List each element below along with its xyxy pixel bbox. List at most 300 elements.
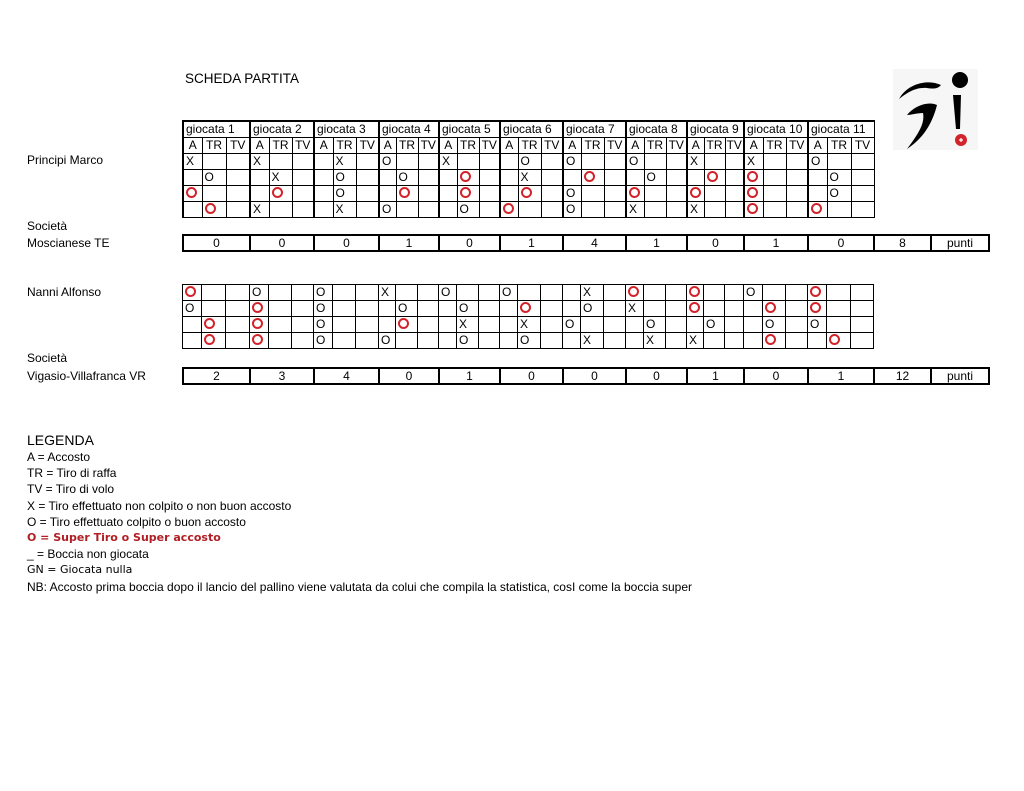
shot-cell [851,285,874,301]
super-shot-mark [186,187,197,198]
shot-cell [644,301,666,317]
shot-cell: X [183,154,202,170]
shot-cell: O [396,170,418,186]
shot-cell [763,170,786,186]
shot-cell [851,301,874,317]
shot-cell [786,186,808,202]
shot-cell [418,186,439,202]
shot-type-header: TR [269,138,292,154]
shot-cell [763,202,786,218]
shot-cell: O [563,317,581,333]
shot-cell [851,154,874,170]
super-shot-mark [204,318,215,329]
shot-cell [626,317,644,333]
player-name: Nanni Alfonso [27,285,102,299]
shot-cell [604,202,626,218]
giocata-score: 1 [626,235,687,251]
legend-item: A = Accosto [27,450,91,464]
shot-cell [744,301,763,317]
giocata-score: 0 [563,368,626,384]
shot-type-header: TR [763,138,786,154]
super-shot-mark [811,203,822,214]
shot-cell [725,333,744,349]
shot-type-header: A [808,138,827,154]
giocata-score: 0 [379,368,439,384]
player-name: Principi Marco [27,153,104,167]
shot-cell [744,170,763,186]
shot-cell: O [396,301,418,317]
shot-cell [744,333,763,349]
super-shot-mark [629,187,640,198]
shot-type-header: A [687,138,704,154]
shot-cell [356,333,379,349]
legend-title: LEGENDA [27,432,94,448]
shot-cell [479,333,500,349]
super-shot-mark [747,203,758,214]
shot-cell [786,285,808,301]
shot-cell [269,301,292,317]
shot-cell [704,154,725,170]
shot-cell [356,170,379,186]
shot-cell [226,333,250,349]
shot-cell [269,333,292,349]
giocata-score: 1 [808,368,874,384]
shot-cell [744,202,763,218]
shot-cell [827,333,851,349]
giocata-score: 1 [744,235,808,251]
super-shot-mark [460,171,471,182]
super-shot-mark [810,302,821,313]
shot-row [183,202,874,218]
shot-cell [457,154,479,170]
shot-type-header: TV [851,138,874,154]
shot-cell: X [457,317,479,333]
shot-cell [786,170,808,186]
shot-cell [418,317,439,333]
shot-cell [479,154,500,170]
shot-cell [292,333,314,349]
shot-cell: X [269,170,292,186]
giocata-score: 4 [563,235,626,251]
shot-cell [439,333,457,349]
shot-cell: X [250,154,269,170]
shot-cell [500,154,518,170]
super-shot-mark [689,302,700,313]
shot-cell [666,186,687,202]
shot-cell [356,186,379,202]
shot-cell [396,186,418,202]
giocata-header: giocata 8 [626,121,687,138]
shot-cell [439,317,457,333]
shot-cell [439,170,457,186]
shot-cell [541,186,563,202]
shot-cell [704,202,725,218]
giocata-header: giocata 5 [439,121,500,138]
shot-cell [851,186,874,202]
shot-cell [644,186,666,202]
shot-cell [314,202,333,218]
shot-cell [604,186,626,202]
shot-cell [518,301,541,317]
shot-cell [479,285,500,301]
society-label: Società [27,219,68,233]
shot-cell [626,170,644,186]
logo [893,69,978,150]
shot-cell [314,186,333,202]
shot-cell [563,301,581,317]
shot-cell: X [379,285,396,301]
shot-cell [479,202,500,218]
shot-cell [786,333,808,349]
shot-cell [396,333,418,349]
shot-cell [626,333,644,349]
shot-cell [725,285,744,301]
society-label: Società [27,351,68,365]
shot-cell: O [704,317,725,333]
shot-type-header: TR [396,138,418,154]
shot-cell: X [518,170,541,186]
shot-cell [851,333,874,349]
shot-cell [418,170,439,186]
shot-cell [226,301,250,317]
shot-cell [500,186,518,202]
shot-cell [226,186,250,202]
shot-cell: O [457,202,479,218]
shot-cell [786,317,808,333]
shot-cell [827,301,851,317]
shot-cell: X [518,317,541,333]
shot-cell [808,333,827,349]
shot-cell: X [439,154,457,170]
shot-type-header: A [183,138,202,154]
total-score: 8 [874,235,931,251]
shot-cell: O [202,170,226,186]
shot-cell: O [314,317,333,333]
super-shot-mark [810,286,821,297]
shot-cell [725,202,744,218]
giocata-header: giocata 9 [687,121,744,138]
shot-cell: X [687,202,704,218]
shot-type-header: A [626,138,644,154]
shot-cell [457,170,479,186]
shot-cell [183,317,202,333]
shot-cell [356,202,379,218]
shot-cell [292,186,314,202]
shot-cell [396,285,418,301]
shot-cell [604,301,626,317]
giocata-score: 0 [500,368,563,384]
giocata-header: giocata 6 [500,121,563,138]
shot-cell: X [626,301,644,317]
shot-cell [563,285,581,301]
shot-cell [356,154,379,170]
shot-type-header: TV [479,138,500,154]
shot-cell: O [518,154,541,170]
shot-cell [396,317,418,333]
giocata-score: 1 [379,235,439,251]
shot-cell [333,301,356,317]
shot-cell [704,301,725,317]
shot-cell [763,154,786,170]
shot-cell [479,186,500,202]
shot-cell [763,333,786,349]
shot-cell [500,317,518,333]
giocata-header: giocata 2 [250,121,314,138]
shot-cell [292,317,314,333]
super-shot-mark [521,187,532,198]
shot-cell [581,317,604,333]
giocata-score: 0 [808,235,874,251]
shot-cell [202,285,226,301]
shot-cell [479,301,500,317]
shot-cell [704,186,725,202]
shot-cell [457,186,479,202]
shot-cell: O [626,154,644,170]
shot-cell: X [333,154,356,170]
shot-type-header: TV [666,138,687,154]
shot-cell [581,170,604,186]
shot-cell: O [333,170,356,186]
page-title: SCHEDA PARTITA [185,71,300,86]
shot-cell: O [183,301,202,317]
shot-cell [581,154,604,170]
shot-cell [808,301,827,317]
shot-cell [292,154,314,170]
shot-cell [250,186,269,202]
shot-cell: O [457,333,479,349]
shot-cell [333,333,356,349]
shot-cell [356,301,379,317]
points-label: punti [931,368,989,384]
giocata-score: 4 [314,368,379,384]
shot-cell [827,285,851,301]
legend-item: TV = Tiro di volo [27,482,115,497]
giocata-header: giocata 10 [744,121,808,138]
shot-cell: X [626,202,644,218]
giocata-score: 1 [687,368,744,384]
shot-type-header: TR [581,138,604,154]
shot-cell [786,154,808,170]
shot-cell [250,333,269,349]
shot-cell [269,202,292,218]
shot-type-header: A [563,138,581,154]
shot-cell [479,317,500,333]
shot-cell [379,170,396,186]
super-shot-mark [272,187,283,198]
shot-cell [786,202,808,218]
giocata-header: giocata 1 [183,121,250,138]
shot-cell: O [439,285,457,301]
shot-cell [500,202,518,218]
shot-cell [851,317,874,333]
shot-cell [704,170,725,186]
shot-cell [226,170,250,186]
shot-cell: O [379,333,396,349]
shot-cell [666,154,687,170]
shot-row [183,170,874,186]
shot-cell [687,301,704,317]
shot-cell [226,317,250,333]
shot-cell [604,170,626,186]
super-shot-mark [747,171,758,182]
shot-cell [644,154,666,170]
shot-type-header: TV [541,138,563,154]
shot-cell [356,317,379,333]
shot-cell [292,202,314,218]
shot-cell: O [250,285,269,301]
total-score: 12 [874,368,931,384]
giocata-score: 1 [439,368,500,384]
giocata-score: 0 [183,235,250,251]
shot-cell [439,186,457,202]
shot-cell [518,285,541,301]
shot-cell [269,154,292,170]
shot-cell [500,170,518,186]
shot-cell [541,285,563,301]
shot-cell [725,301,744,317]
shot-cell [250,170,269,186]
shot-cell: X [744,154,763,170]
shot-cell [292,285,314,301]
shot-cell [439,202,457,218]
shot-cell [763,301,786,317]
shot-cell [202,154,226,170]
super-shot-mark [765,334,776,345]
shot-type-header: TV [292,138,314,154]
legend-null-play: GN = Giocata nulla [27,563,133,577]
shot-cell [500,301,518,317]
giocata-score: 0 [744,368,808,384]
legend-item: TR = Tiro di raffa [27,466,117,481]
shot-cell [202,186,226,202]
shot-type-header: TR [704,138,725,154]
shot-cell [827,202,851,218]
shot-row [183,154,874,170]
shot-cell [356,285,379,301]
shot-cell: O [500,285,518,301]
super-shot-mark [399,187,410,198]
shot-cell: O [314,301,333,317]
shot-cell [202,301,226,317]
shot-type-header: TV [725,138,744,154]
giocata-score: 1 [500,235,563,251]
giocata-header: giocata 4 [379,121,439,138]
shot-cell [687,317,704,333]
shot-cell [183,170,202,186]
super-shot-mark [252,318,263,329]
shot-cell [808,170,827,186]
society-name: Moscianese TE [27,236,110,250]
shot-cell [314,170,333,186]
shot-type-header: TR [518,138,541,154]
player-grid [182,120,875,218]
shot-cell [725,317,744,333]
legend-note: NB: Accosto prima boccia dopo il lancio del pallino viene valutata da colui che compila la statistica, cosI come la boccia super [27,579,693,594]
shot-cell: O [457,301,479,317]
shot-type-header: TR [333,138,356,154]
shot-type-header: TV [226,138,250,154]
shot-cell [541,317,563,333]
shot-cell [418,333,439,349]
bocce-player-logo-icon [893,69,978,150]
shot-cell [827,154,851,170]
shot-cell [379,186,396,202]
shot-cell [744,317,763,333]
giocata-score: 0 [439,235,500,251]
super-shot-mark [205,203,216,214]
shot-cell [269,186,292,202]
shot-cell [808,186,827,202]
giocata-score: 0 [314,235,379,251]
shot-cell [744,186,763,202]
shot-cell [226,285,250,301]
shot-cell [786,301,808,317]
shot-row [183,301,874,317]
shot-cell [439,301,457,317]
shot-cell [666,170,687,186]
shot-row [183,285,874,301]
shot-type-header: A [744,138,763,154]
shot-type-header: TR [827,138,851,154]
shot-type-header: A [500,138,518,154]
super-shot-mark [503,203,514,214]
giocata-score: 0 [250,235,314,251]
shot-row [183,317,874,333]
shot-cell [563,333,581,349]
shot-cell [725,154,744,170]
super-shot-mark [204,334,215,345]
shot-cell: X [333,202,356,218]
shot-cell [704,285,725,301]
super-shot-mark [185,286,196,297]
shot-cell [183,202,202,218]
shot-type-header: A [314,138,333,154]
super-shot-mark [689,286,700,297]
shot-cell [418,301,439,317]
shot-cell: X [581,285,604,301]
shot-cell [202,333,226,349]
giocata-score: 2 [183,368,250,384]
super-shot-mark [628,286,639,297]
shot-type-header: TR [644,138,666,154]
shot-cell [808,202,827,218]
shot-cell [518,186,541,202]
shot-cell [479,170,500,186]
shot-cell [687,170,704,186]
shot-cell: O [644,317,666,333]
shot-cell [827,317,851,333]
giocata-header: giocata 7 [563,121,626,138]
shot-cell [314,154,333,170]
points-label: punti [931,235,989,251]
shot-cell: X [581,333,604,349]
shot-cell [541,301,563,317]
shot-cell [604,154,626,170]
shot-cell [725,170,744,186]
shot-cell [563,170,581,186]
shot-type-header: TV [356,138,379,154]
shot-cell [250,317,269,333]
super-shot-mark [460,187,471,198]
giocata-header: giocata 3 [314,121,379,138]
legend-item: O = Tiro effettuato colpito o buon accosto [27,514,246,529]
shot-cell: X [687,333,704,349]
shot-cell: O [379,154,396,170]
shot-cell [604,317,626,333]
shot-cell: O [379,202,396,218]
shot-cell [226,202,250,218]
shot-type-header: A [250,138,269,154]
